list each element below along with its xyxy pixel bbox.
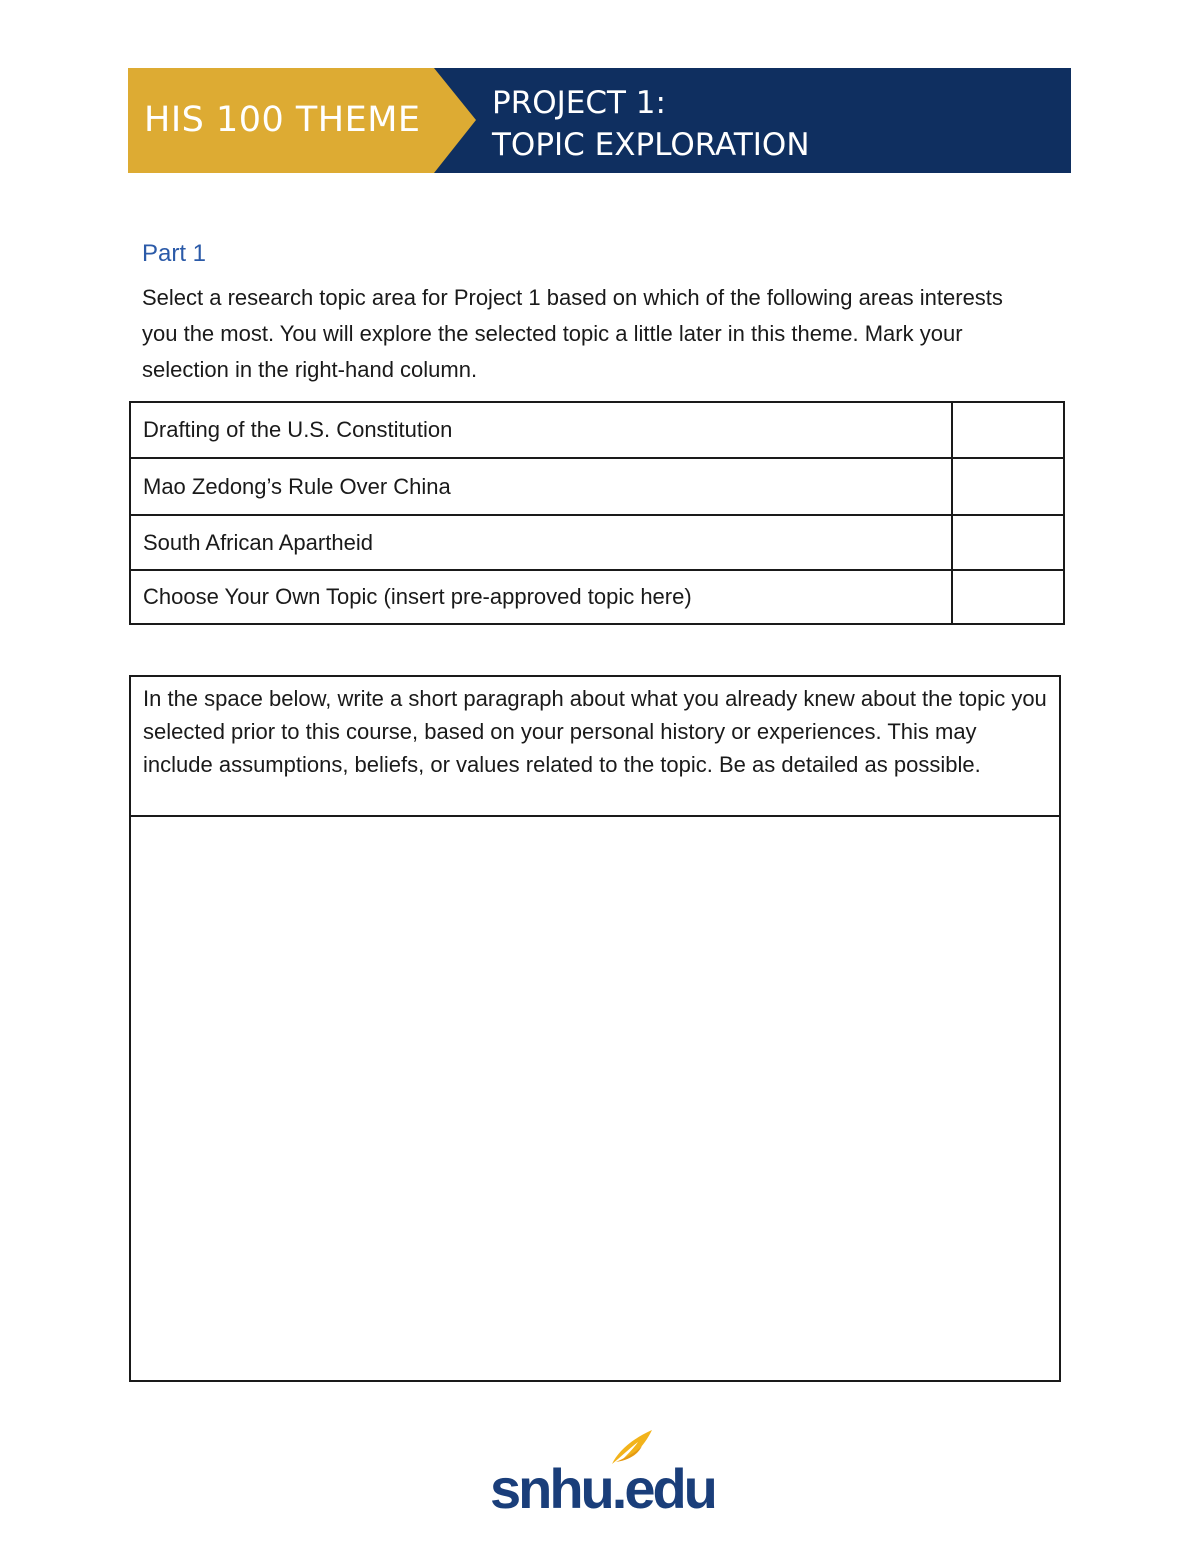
topic-selection-table: [129, 401, 1065, 625]
part-instructions: Select a research topic area for Project 1 based on which of the following areas interests you the most. You will explore the selected topic a little later in this theme. Mark your selection in the right-hand column.: [142, 285, 1003, 382]
topic-label: Choose Your Own Topic (insert pre-approved topic here): [130, 570, 952, 624]
response-textarea[interactable]: [131, 817, 1059, 1377]
response-box: [129, 675, 1061, 1382]
table-row: [130, 458, 1064, 515]
topic-selection-cell[interactable]: [952, 570, 1064, 624]
snhu-logo: [490, 1428, 715, 1520]
table-row: [130, 402, 1064, 458]
topic-label: Drafting of the U.S. Constitution: [130, 402, 952, 458]
logo-text: snhu.edu: [490, 1457, 715, 1520]
topic-selection-cell[interactable]: [952, 402, 1064, 458]
topic-selection-cell[interactable]: [952, 515, 1064, 570]
table-row: [130, 570, 1064, 624]
part-heading: Part 1: [142, 240, 207, 267]
page-title-line2: TOPIC EXPLORATION: [492, 127, 810, 163]
header-banner: [128, 68, 1071, 173]
topic-selection-cell[interactable]: [952, 458, 1064, 515]
page-title: [492, 82, 810, 166]
page-title-line1: PROJECT 1:: [492, 85, 666, 121]
response-prompt: In the space below, write a short paragraph about what you already knew about the topic you selected prior to this course, based on your personal history or experiences. This may include assumptions, beliefs, or values related to the topic. Be as detailed as possible.: [131, 677, 1059, 817]
course-theme-label: HIS 100 THEME: [144, 100, 421, 140]
table-row: [130, 515, 1064, 570]
topic-label: South African Apartheid: [130, 515, 952, 570]
topic-label: Mao Zedong’s Rule Over China: [130, 458, 952, 515]
